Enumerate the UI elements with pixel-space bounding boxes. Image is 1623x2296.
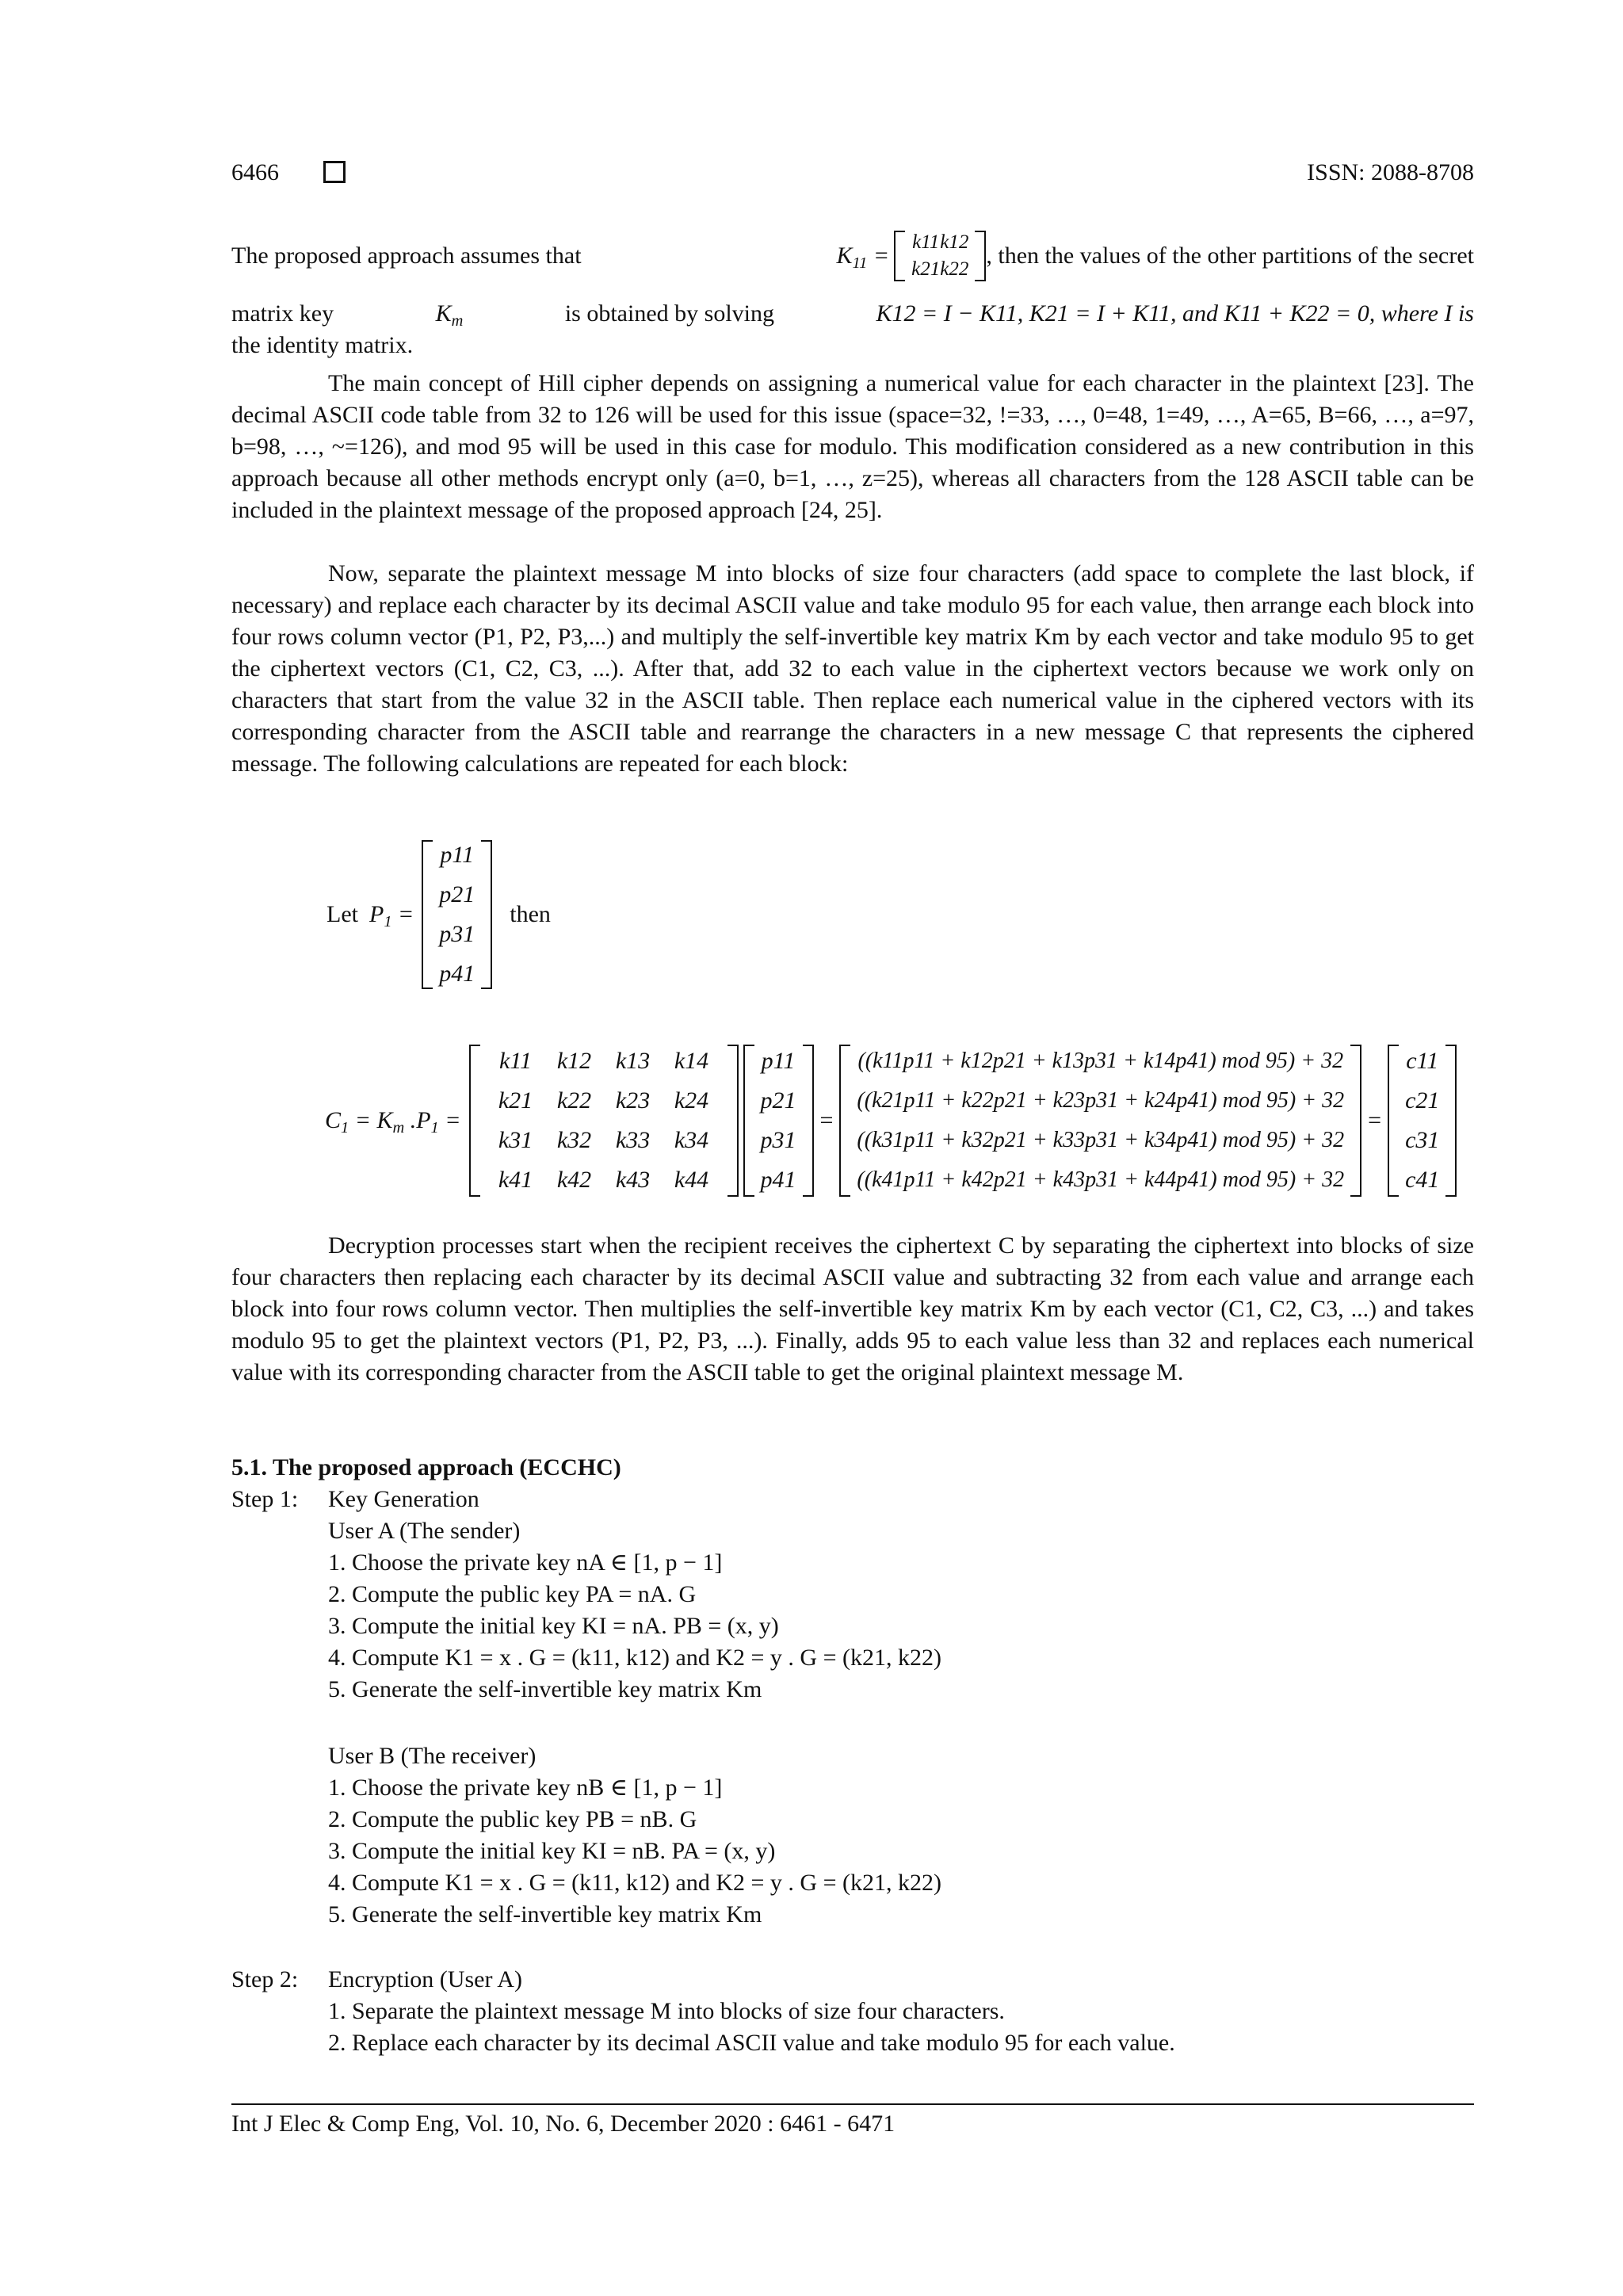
p1-vector-2: p11 p21 p31 p41 <box>743 1045 814 1197</box>
section-title: 5.1. The proposed approach (ECCHC) <box>231 1454 621 1480</box>
list-item: 3. Compute the initial key KI = nB. PA = (x, y) <box>328 1838 776 1864</box>
list-item: 2. Compute the public key PB = nB. G <box>328 1806 697 1832</box>
list-item: 1. Choose the private key nB ∈ [1, p − 1] <box>328 1775 723 1801</box>
list-item: 1. Choose the private key nA ∈ [1, p − 1] <box>328 1549 723 1576</box>
list-item: 2. Compute the public key PA = nA. G <box>328 1581 697 1607</box>
issn: ISSN: 2088-8708 <box>1307 159 1474 185</box>
user-b-heading: User B (The receiver) <box>328 1743 537 1769</box>
step-2-label: Step 2: <box>231 1966 299 1992</box>
partition-equations: K12 = I − K11, K21 = I + K11, and K11 + K22 = 0, where I is <box>876 300 1474 327</box>
footer-citation: Int J Elec & Comp Eng, Vol. 10, No. 6, December 2020 : 6461 - 6471 <box>231 2111 896 2137</box>
c1-vector: c11 c21 c31 c41 <box>1388 1045 1457 1197</box>
list-item: 2. Replace each character by its decimal ASCII value and take modulo 95 for each value. <box>328 2030 1175 2056</box>
p1-definition: Let $P_1$ = p11 p21 p31 p41 then <box>327 840 551 989</box>
km-symbol: $K_m$ <box>435 300 464 330</box>
page-number: 6466 <box>231 159 279 185</box>
step-1-title: Key Generation <box>328 1486 479 1512</box>
step-1-label: Step 1: <box>231 1486 299 1512</box>
km-matrix: k11 k12 k13 k14 k21 k22 k23 k24 k31 k32 k33 k34 k41 k42 k43 k44 <box>469 1045 739 1197</box>
intro-line-1 <box>231 219 1474 293</box>
k11-matrix: k11 k12 k21 k22 <box>894 231 986 281</box>
intro-line-2: matrix key $K_m$ is obtained by solving K12 = I − K11, K21 = I + K11, and K11 + K22 = 0, where I is the identity matrix. <box>231 298 1474 361</box>
list-item: 3. Compute the initial key KI = nA. PB = (x, y) <box>328 1613 779 1639</box>
list-item: 1. Separate the plaintext message M into blocks of size four characters. <box>328 1998 1005 2024</box>
c1-equation: $C_1 = K_m$ $.P_1$ = k11 k12 k13 k14 k21 k22 k23 k24 k31 k32 k33 k34 k41 k42 k43 k44 p11 p21 p31 p41 = ((k11p11 + k12p21 + k13p31 + k14p41) mod 95) + 32 ((k21p11 + k22p21 + k23p31 + k24p41) mod 95) + 32 ((k31p11 + k32p21 + k33p31 + k34p41) mod 95) + 32 ((k41p11 + k42p21 + k43p31 + k44p41) mod 95) + 32 = c11 c21 c31 c41 <box>325 1045 1457 1197</box>
k11-definition: $K_{11}$ = k11 k12 k21 k22 , then the values of the other partitions of the secret <box>836 231 1474 280</box>
result-vector: ((k11p11 + k12p21 + k13p31 + k14p41) mod 95) + 32 ((k21p11 + k22p21 + k23p31 + k24p41) mod 95) + 32 ((k31p11 + k32p21 + k33p31 + k34p41) mod 95) + 32 ((k41p11 + k42p21 + k43p31 + k44p41) mod 95) + 32 <box>839 1045 1361 1197</box>
header-box-icon <box>323 161 346 183</box>
p1-vector: p11 p21 p31 p41 <box>422 840 492 989</box>
list-item: 5. Generate the self-invertible key matrix Km <box>328 1901 762 1927</box>
footer-divider <box>231 2103 1474 2105</box>
list-item: 5. Generate the self-invertible key matrix Km <box>328 1676 762 1702</box>
step-2-title: Encryption (User A) <box>328 1966 522 1992</box>
intro-text-a: The proposed approach assumes that <box>231 243 582 269</box>
intro-line-3: the identity matrix. <box>231 332 414 358</box>
intro-text-b: , then the values of the other partitions of the secret <box>986 243 1474 269</box>
user-a-heading: User A (The sender) <box>328 1518 521 1544</box>
paragraph-hill-cipher: The main concept of Hill cipher depends on assigning a numerical value for each character in the plaintext [23]. The decimal ASCII code table from 32 to 126 will be used for this issue (space=32, !=33, …, 0=48, 1=49, …, A=65, B=66, …, a=97, b=98, …, ~=126), and mod 95 will be used in this case for modulo. This modification considered as a new contribution in this approach because all other methods encrypt only (a=0, b=1, …, z=25), whereas all characters from the 128 ASCII table can be included in the plaintext message of the proposed approach [24, 25]. <box>231 370 1474 523</box>
paragraph-decryption: Decryption processes start when the recipient receives the ciphertext C by separating the ciphertext into blocks of size four characters then replacing each character by its decimal ASCII value and subtracting 32 from each value and arrange each block into four rows column vector. Then multiplies the self-invertible key matrix Km by each vector (C1, C2, C3, ...) and takes modulo 95 to get the plaintext vectors (P1, P2, P3, ...). Finally, adds 95 to each value less than 32 and replaces each numerical value with its corresponding character from the ASCII table to get the original plaintext message M. <box>231 1232 1474 1385</box>
list-item: 4. Compute K1 = x . G = (k11, k12) and K2 = y . G = (k21, k22) <box>328 1645 941 1671</box>
paragraph-encryption: Now, separate the plaintext message M into blocks of size four characters (add space to complete the last block, if necessary) and replace each character by its decimal ASCII value and take modulo 95 for each value, then arrange each block into four rows column vector (P1, P2, P3,...) and multiply the self-invertible key matrix Km by each vector and take modulo 95 to get the ciphertext vectors (C1, C2, C3, ...). After that, add 32 to each value in the ciphertext vectors because we work only on characters that start from the value 32 in the ASCII table. Then replace each numerical value in the ciphered vectors with its corresponding character from the ASCII table and rearrange the characters in a new message C that represents the ciphered message. The following calculations are repeated for each block: <box>231 560 1474 777</box>
list-item: 4. Compute K1 = x . G = (k11, k12) and K2 = y . G = (k21, k22) <box>328 1870 941 1896</box>
